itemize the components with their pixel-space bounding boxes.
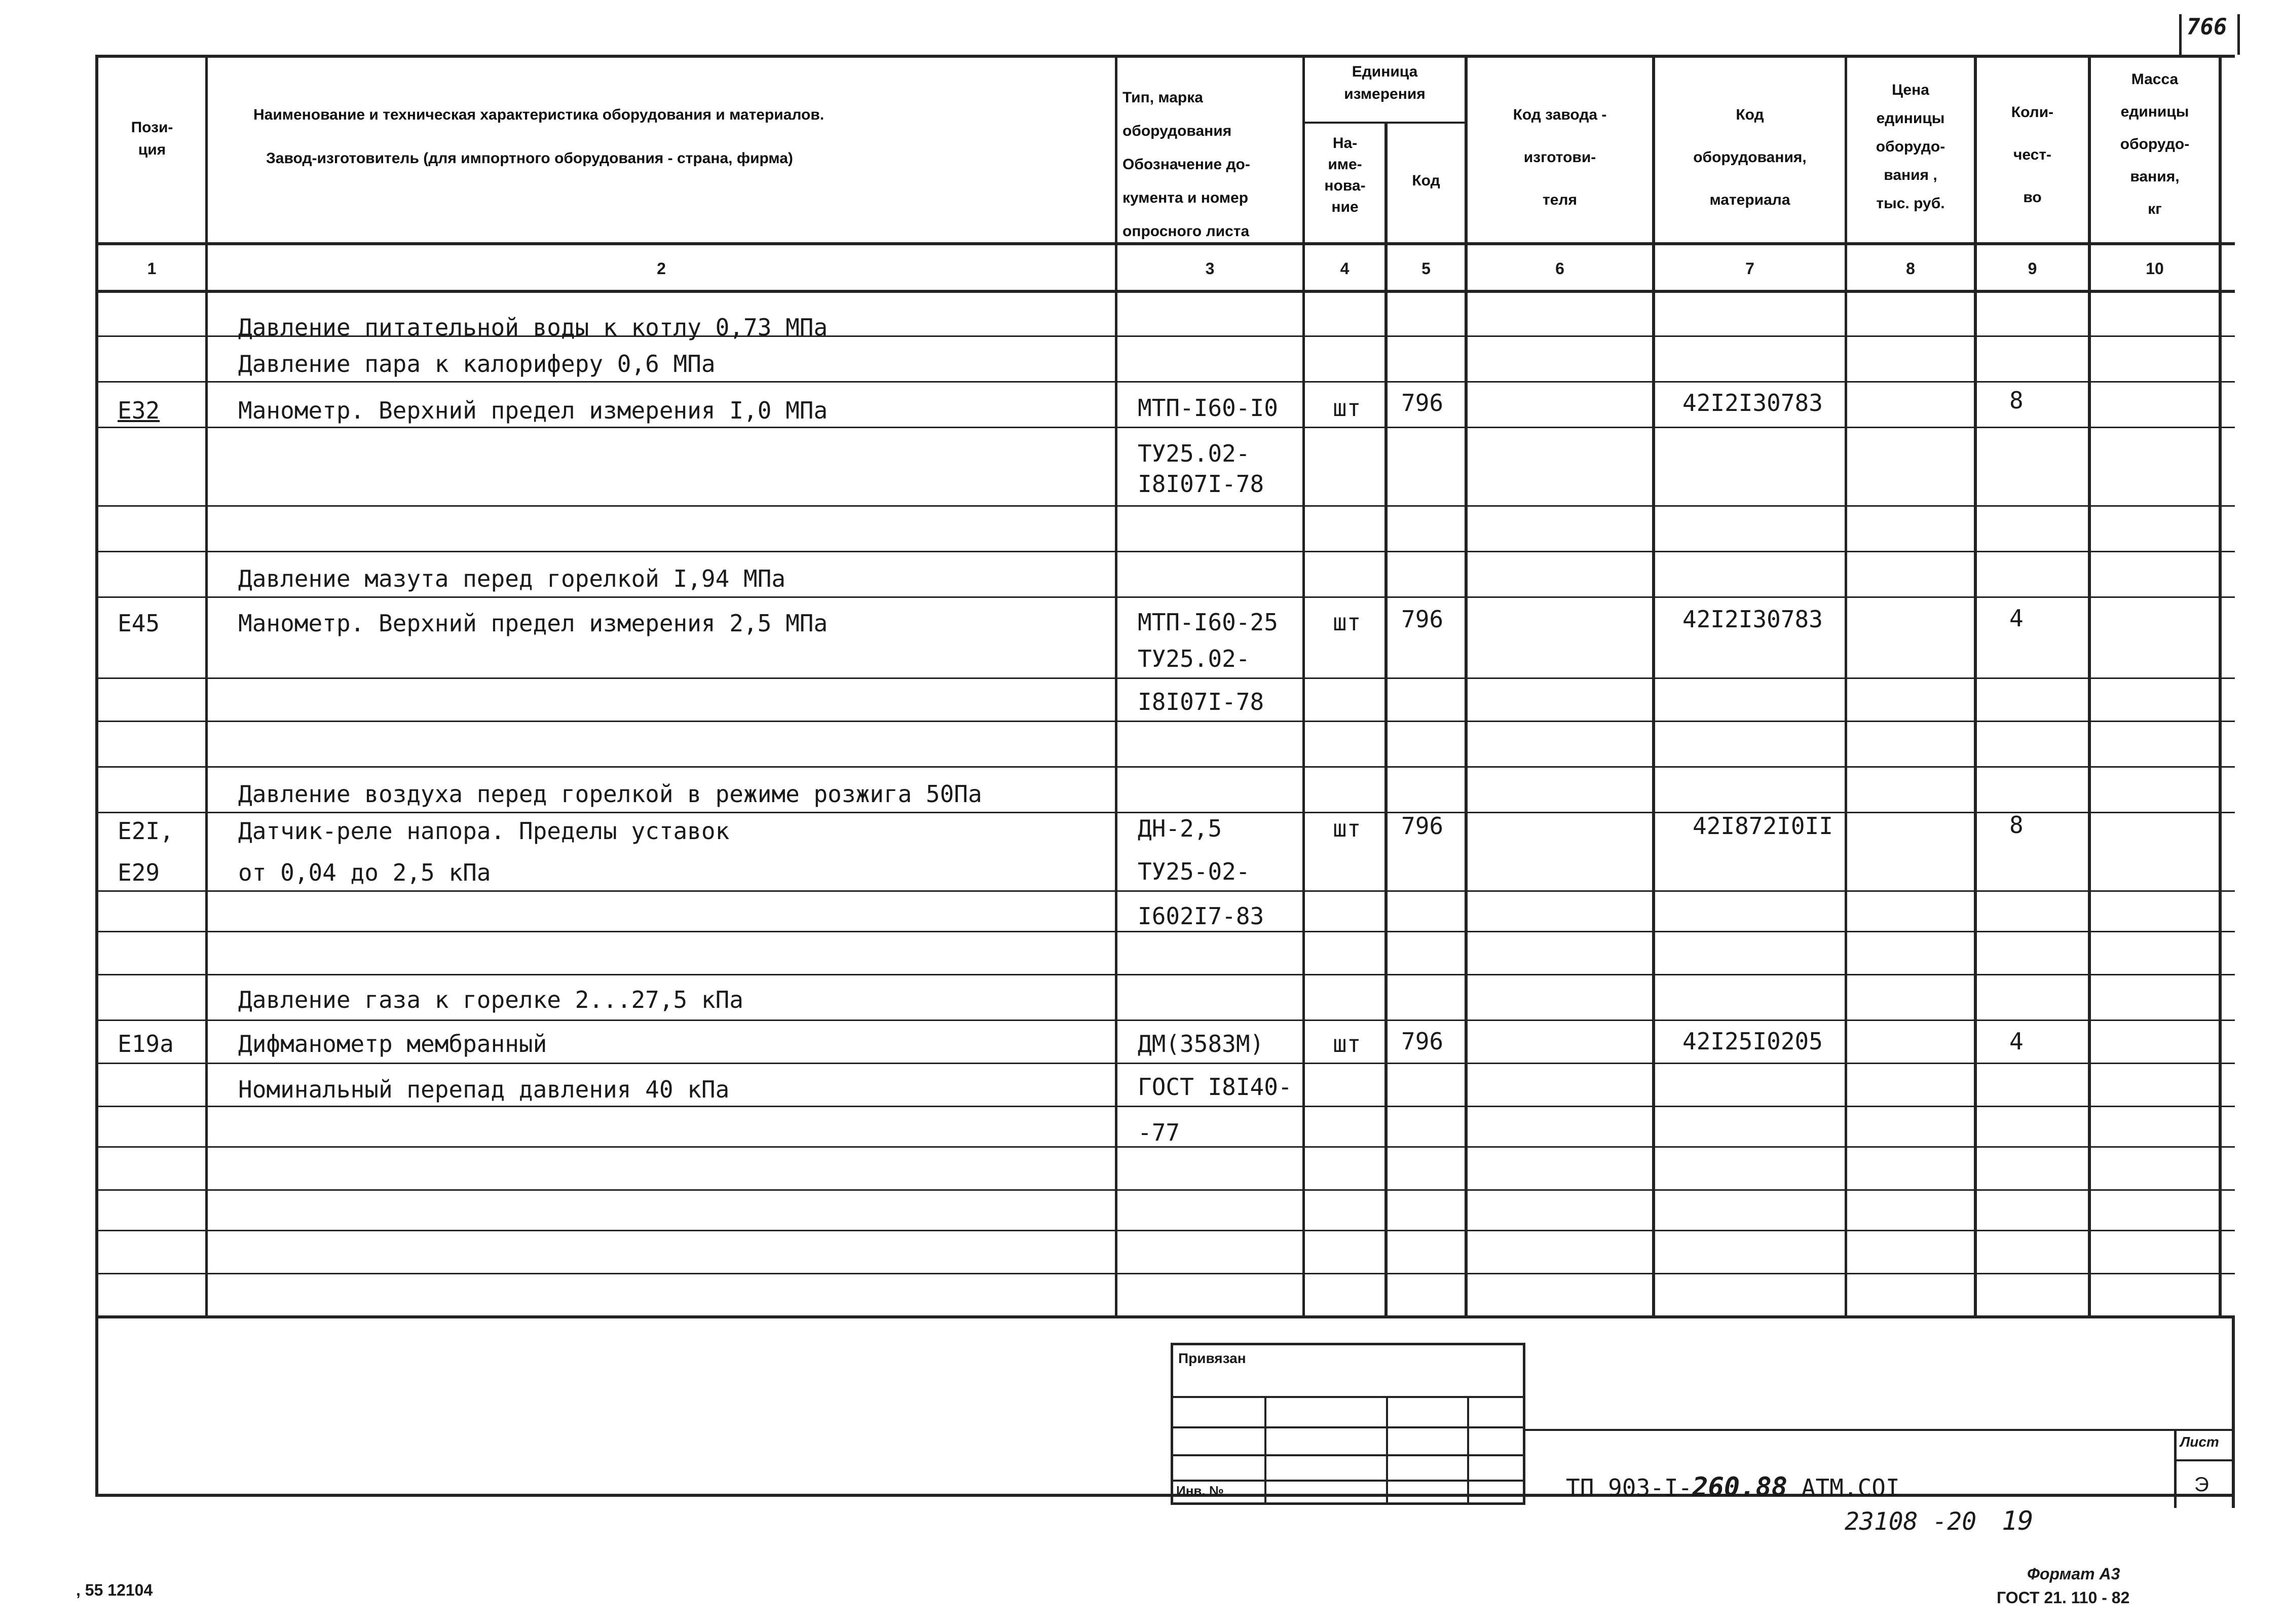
header-type-line: кумента и номер — [1122, 190, 1249, 206]
row-10-type: ДН-2,5 — [1138, 815, 1222, 842]
sheet-box-divider — [2174, 1459, 2235, 1461]
header-unit-name-line: ние — [1331, 199, 1359, 215]
header-price-line: Цена — [1892, 82, 1929, 98]
row-line — [96, 1106, 2235, 1107]
header-equipment-code — [1655, 94, 1845, 221]
header-equipment-code-line: Код — [1736, 106, 1764, 123]
row-7-type: ТУ25.02- — [1138, 645, 1250, 672]
document-code-suffix: АТМ.СОI — [1787, 1474, 1900, 1501]
header-unit-code: Код — [1412, 172, 1440, 189]
document-code-prefix: ТП 903-I- — [1566, 1474, 1693, 1501]
inventory-number-label: Инв. № — [1176, 1483, 1224, 1498]
table-bottom-border — [96, 1315, 2235, 1318]
column-number-5: 5 — [1421, 259, 1431, 278]
header-unit-name-line: На- — [1332, 135, 1358, 152]
row-11-name: от 0,04 до 2,5 кПа — [238, 859, 491, 886]
header-type-line: Обозначение до- — [1122, 156, 1250, 173]
header-mass-line: оборудо- — [2120, 136, 2190, 153]
header-position-line: ция — [138, 141, 166, 158]
units-header-divider — [1302, 122, 1465, 124]
col-divider-4-5 — [1384, 122, 1388, 1318]
header-factory-code — [1468, 94, 1652, 221]
row-line — [96, 721, 2235, 722]
row-10-code: 796 — [1401, 812, 1444, 840]
footer-left-code: , 55 12104 — [76, 1581, 153, 1599]
footer-gost: ГОСТ 21. 110 - 82 — [1997, 1589, 2130, 1607]
row-6-code: 796 — [1401, 606, 1444, 633]
row-11-position: Е29 — [118, 859, 160, 886]
header-type-line: оборудования — [1122, 123, 1232, 139]
row-1-name: Давление пара к калориферу 0,6 МПа — [238, 350, 716, 377]
row-line — [96, 890, 2235, 892]
row-10-position: Е2I, — [118, 817, 174, 845]
header-quantity-line: чест- — [2013, 146, 2052, 163]
header-quantity — [1977, 91, 2088, 219]
header-price-line: единицы — [1876, 110, 1945, 127]
col-divider-9-10 — [2088, 55, 2091, 1318]
page-right-border — [2232, 1315, 2235, 1508]
sheet-label: Лист — [2180, 1434, 2219, 1450]
column-number-4: 4 — [1340, 259, 1350, 278]
row-14-unit: шт — [1333, 1030, 1361, 1058]
row-line — [96, 1063, 2235, 1064]
stamp-row-line — [1173, 1396, 1523, 1398]
row-10-unit: шт — [1333, 815, 1361, 842]
right-border — [2219, 55, 2222, 1318]
column-number-8: 8 — [1906, 259, 1915, 278]
row-14-qty: 4 — [2009, 1028, 2024, 1055]
row-10-name: Датчик-реле напора. Пределы уставок — [238, 817, 730, 845]
header-price-line: оборудо- — [1876, 138, 1945, 155]
row-line — [96, 677, 2235, 679]
col-divider-1-2 — [205, 55, 208, 1318]
header-type-line: Тип, марка — [1122, 89, 1203, 106]
linked-stamp-box — [1171, 1343, 1525, 1505]
row-14-type: ДМ(3583М) — [1138, 1030, 1264, 1058]
stamp-col-line — [1467, 1396, 1469, 1502]
column-number-9: 9 — [2028, 259, 2037, 278]
header-factory-code-line: изготови- — [1523, 149, 1596, 166]
header-unit-name-line: име- — [1328, 156, 1362, 173]
header-quantity-line: Коли- — [2011, 104, 2054, 121]
sheet-box-left-line — [2174, 1429, 2177, 1508]
row-14-name: Дифманометр мембранный — [238, 1030, 547, 1058]
row-line — [96, 1019, 2235, 1021]
header-mass — [2091, 63, 2219, 225]
header-quantity-line: во — [2023, 189, 2042, 206]
col-divider-3-4 — [1302, 55, 1305, 1318]
row-line — [96, 427, 2235, 428]
page-bottom-border — [96, 1494, 2235, 1497]
row-6-equip-code: 42I2I30783 — [1682, 606, 1823, 633]
stamp-row-line — [1173, 1426, 1523, 1428]
column-number-3: 3 — [1205, 259, 1215, 278]
stamp-col-line — [1386, 1396, 1388, 1502]
row-2-code: 796 — [1401, 389, 1444, 417]
row-line — [96, 381, 2235, 383]
row-14-code: 796 — [1401, 1028, 1444, 1055]
doc-code-top-line — [1525, 1429, 2235, 1431]
header-price-line: вания , — [1884, 167, 1937, 183]
header-factory-code-line: теля — [1543, 192, 1577, 208]
row-line — [96, 974, 2235, 975]
stamp-row-line — [1173, 1480, 1523, 1482]
row-6-position: Е45 — [118, 610, 160, 637]
row-13-name: Давление газа к горелке 2...27,5 кПа — [238, 986, 743, 1013]
row-2-unit: шт — [1333, 394, 1361, 422]
row-line — [96, 551, 2235, 552]
row-2-equip-code: 42I2I30783 — [1682, 389, 1823, 417]
header-position — [99, 117, 205, 161]
header-factory-line: Завод-изготовитель (для импортного оборудования - страна, фирма) — [266, 150, 793, 167]
header-mass-line: единицы — [2120, 103, 2189, 120]
row-11-type: ТУ25-02- — [1138, 858, 1250, 885]
stamp-col-line — [1264, 1396, 1266, 1502]
header-equipment-code-line: оборудования, — [1693, 149, 1807, 166]
header-type-line: опросного листа — [1122, 223, 1250, 240]
row-line — [96, 1230, 2235, 1231]
row-line — [96, 596, 2235, 598]
column-number-6: 6 — [1555, 259, 1564, 278]
row-15-type: ГОСТ I8I40- — [1138, 1073, 1292, 1101]
archive-page: 19 — [2002, 1506, 2034, 1536]
table-top-border — [96, 55, 2235, 58]
row-2-position: Е32 — [118, 397, 160, 424]
header-unit-name — [1305, 133, 1385, 218]
row-6-qty: 4 — [2009, 605, 2024, 632]
sheet-corner-tab — [2179, 14, 2240, 55]
header-units-line: измерения — [1344, 86, 1426, 102]
header-price-line: тыс. руб. — [1876, 195, 1945, 212]
header-mass-line: вания, — [2130, 168, 2180, 185]
footer-format: Формат А3 — [2027, 1565, 2120, 1583]
header-equipment-code-line: материала — [1709, 192, 1790, 208]
colnum-bottom-border — [96, 290, 2235, 293]
column-number-2: 2 — [657, 259, 666, 278]
row-6-unit: шт — [1333, 609, 1361, 636]
row-15-name: Номинальный перепад давления 40 кПа — [238, 1076, 730, 1103]
header-mass-line: Масса — [2131, 71, 2179, 88]
column-number-7: 7 — [1745, 259, 1754, 278]
archive-number: 23108 -20 — [1845, 1507, 1977, 1536]
col-divider-6-7 — [1652, 55, 1655, 1318]
col-divider-5-6 — [1465, 55, 1468, 1318]
document-code-handwritten: 260.88 — [1692, 1472, 1788, 1502]
column-number-1: 1 — [147, 259, 157, 278]
header-unit-name-line: нова- — [1324, 177, 1366, 194]
row-4-type: I8I07I-78 — [1138, 470, 1264, 498]
row-9-name: Давление воздуха перед горелкой в режиме розжига 50Па — [238, 780, 982, 808]
row-line — [96, 1273, 2235, 1274]
col-divider-7-8 — [1845, 55, 1847, 1318]
row-6-type: МТП-I60-25 — [1138, 609, 1278, 636]
row-line — [96, 1189, 2235, 1191]
row-line — [96, 766, 2235, 768]
header-factory-code-line: Код завода - — [1513, 106, 1607, 123]
col-divider-2-3 — [1115, 55, 1117, 1318]
header-name — [253, 104, 1115, 170]
row-14-equip-code: 42I25I0205 — [1682, 1028, 1823, 1055]
stamp-row-line — [1173, 1454, 1523, 1456]
header-mass-line: кг — [2148, 201, 2162, 217]
sheet-corner-number: 766 — [2187, 14, 2227, 40]
header-price — [1847, 76, 1974, 218]
column-number-10: 10 — [2146, 259, 2164, 278]
document-code — [1566, 1472, 1900, 1502]
row-10-qty: 8 — [2009, 811, 2024, 839]
row-2-name: Манометр. Верхний предел измерения I,0 МПа — [238, 397, 828, 424]
header-type — [1122, 81, 1300, 248]
row-6-name: Манометр. Верхний предел измерения 2,5 МПа — [238, 610, 828, 637]
header-units-line: Единица — [1352, 63, 1418, 80]
row-0-name: Давление питательной воды к котлу 0,73 МПа — [238, 314, 828, 341]
linked-label: Привязан — [1178, 1350, 1246, 1366]
row-16-type: -77 — [1138, 1119, 1180, 1146]
row-3-type: ТУ25.02- — [1138, 440, 1250, 467]
row-12-type: I602I7-83 — [1138, 902, 1264, 930]
row-8-type: I8I07I-78 — [1138, 688, 1264, 715]
header-name-line: Наименование и техническая характеристика оборудования и материалов. — [253, 106, 825, 123]
row-2-type: МТП-I60-I0 — [1138, 394, 1278, 422]
col-divider-8-9 — [1974, 55, 1977, 1318]
header-units-group — [1305, 61, 1465, 105]
row-10-equip-code: 42I872I0II — [1693, 812, 1833, 840]
row-14-position: Е19а — [118, 1030, 174, 1058]
header-position-line: Пози- — [131, 119, 173, 136]
row-5-name: Давление мазута перед горелкой I,94 МПа — [238, 565, 786, 592]
sheet-number: Э — [2194, 1474, 2209, 1496]
row-line — [96, 505, 2235, 507]
row-2-qty: 8 — [2009, 387, 2024, 414]
